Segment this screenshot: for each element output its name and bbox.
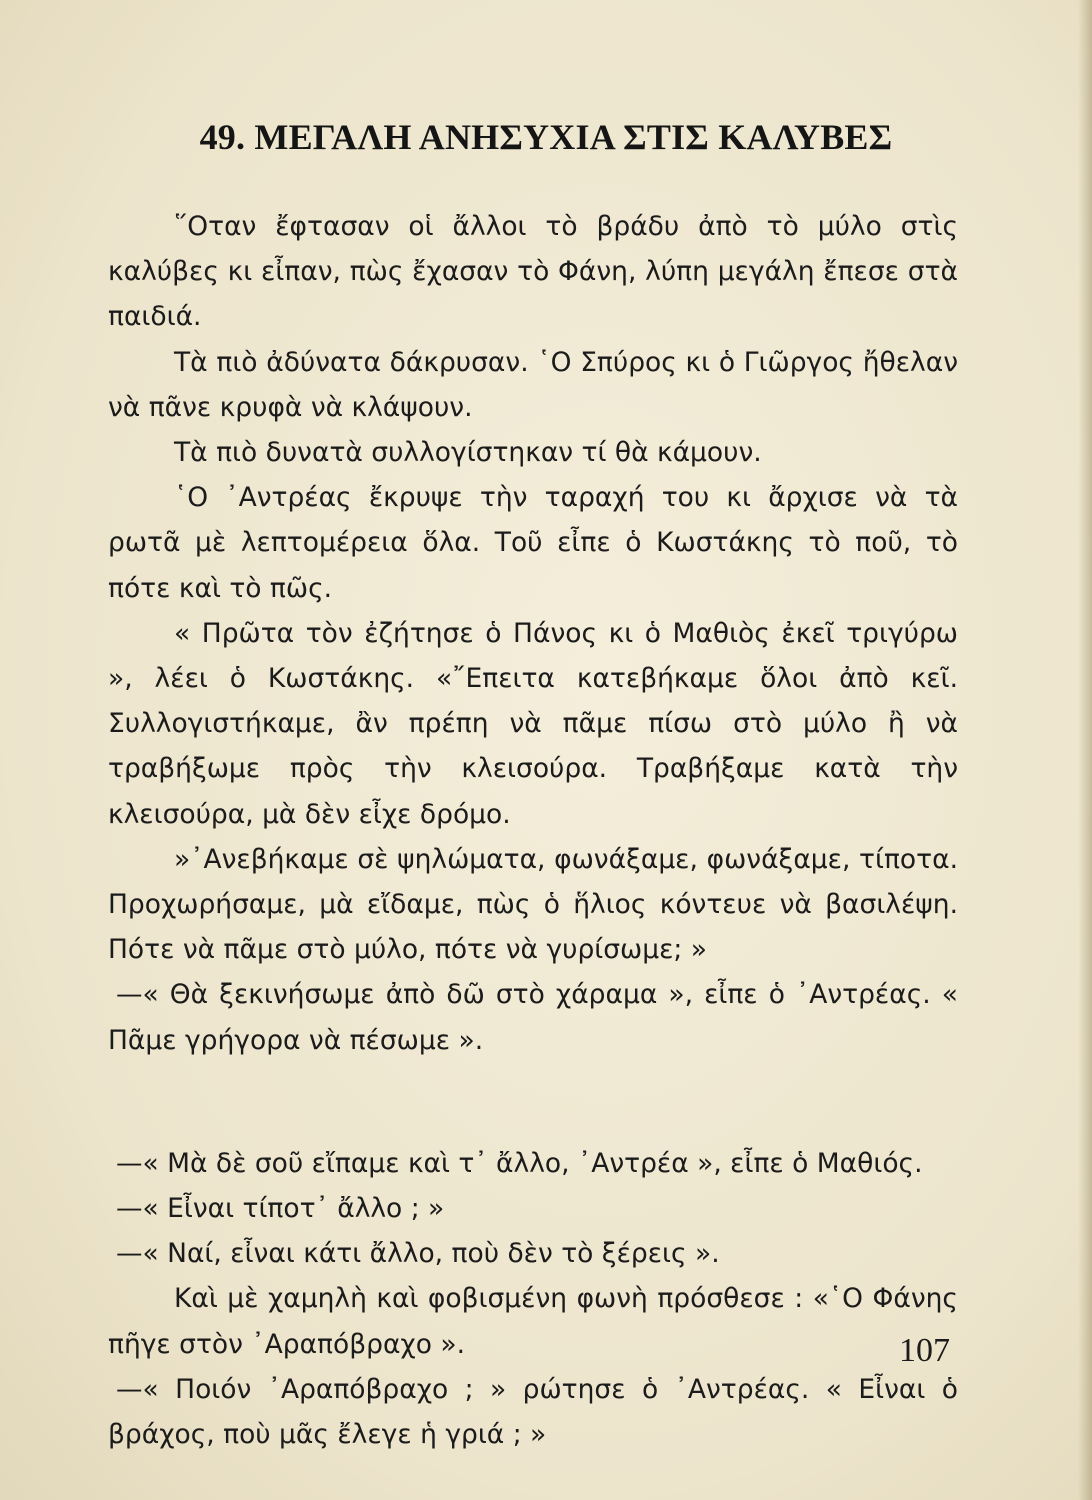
paragraph: ῾Ο ᾿Αντρέας ἔκρυψε τὴν ταραχή του κι ἄρχισε νὰ τὰ ρωτᾶ μὲ λεπτομέρεια ὅλα. Τοῦ εἶπε ὁ Κωστάκης τὸ ποῦ, τὸ πότε καὶ τὸ πῶς. (108, 482, 958, 604)
page-number: 107 (899, 1332, 950, 1369)
dialogue-line: —« Ναί, εἶναι κάτι ἄλλο, ποὺ δὲν τὸ ξέρεις ». (116, 1238, 720, 1270)
dialogue-line: —« Θὰ ξεκινήσωμε ἀπὸ δῶ στὸ χάραμα », εἶπε ὁ ᾿Αντρέας. « Πᾶμε γρήγορα νὰ πέσωμε ». (108, 979, 958, 1056)
paragraph: Τὰ πιὸ ἀδύνατα δάκρυσαν. ῾Ο Σπύρος κι ὁ Γιῶργος ἤθελαν νὰ πᾶνε κρυφὰ νὰ κλάψουν. (108, 346, 958, 423)
paragraph: Καὶ μὲ χαμηλὴ καὶ φοβισμένη φωνὴ πρόσθεσε : «῾Ο Φάνης πῆγε στὸν ᾿Αραπόβραχο ». (108, 1283, 958, 1360)
dialogue-line: —« Ποιόν ᾿Αραπόβραχο ; » ρώτησε ὁ ᾿Αντρέας. « Εἶναι ὁ βράχος, ποὺ μᾶς ἔλεγε ἡ γριά ; » (108, 1373, 958, 1451)
chapter-title: 49. ΜΕΓΑΛΗ ΑΝΗΣΥΧΙΑ ΣΤΙΣ ΚΑΛΥΒΕΣ (199, 117, 893, 157)
dialogue-line: —« Μὰ δὲ σοῦ εἴπαμε καὶ τ᾿ ἄλλο, ᾿Αντρέα », εἶπε ὁ Μαθιός. (116, 1147, 923, 1179)
paragraph: ῞Οταν ἔφτασαν οἱ ἄλλοι τὸ βράδυ ἀπὸ τὸ μύλο στὶς καλύβες κι εἶπαν, πὼς ἔχασαν τὸ Φάνη, λύπη μεγάλη ἔπεσε στὰ παιδιά. (108, 211, 958, 333)
page-edge-shadow (1078, 0, 1092, 1500)
paragraph: Τὰ πιὸ δυνατὰ συλλογίστηκαν τί θὰ κάμουν. (174, 437, 762, 469)
dialogue-line: —« Εἶναι τίποτ᾿ ἄλλο ; » (116, 1193, 445, 1225)
paragraph: « Πρῶτα τὸν ἐζήτησε ὁ Πάνος κι ὁ Μαθιὸς ἐκεῖ τριγύρω », λέει ὁ Κωστάκης. «῎Επειτα κατεβήκαμε ὅλοι ἀπὸ κεῖ. Συλλογιστήκαμε, ἂν πρέπη νὰ πᾶμε πίσω στὸ μύλο ἢ νὰ τραβήξωμε πρὸς τὴν κλεισούρα. Τραβήξαμε κατὰ τὴν κλεισούρα, μὰ δὲν εἶχε δρόμο. (108, 617, 958, 830)
section-break (108, 1063, 958, 1141)
chapter-body (108, 204, 958, 1457)
paragraph: »᾿Ανεβήκαμε σὲ ψηλώματα, φωνάξαμε, φωνάξαμε, τίποτα. Προχωρήσαμε, μὰ εἴδαμε, πὼς ὁ ἥλιος κόντευε νὰ βασιλέψη. Πότε νὰ πᾶμε στὸ μύλο, πότε νὰ γυρίσωμε; » (108, 843, 958, 966)
